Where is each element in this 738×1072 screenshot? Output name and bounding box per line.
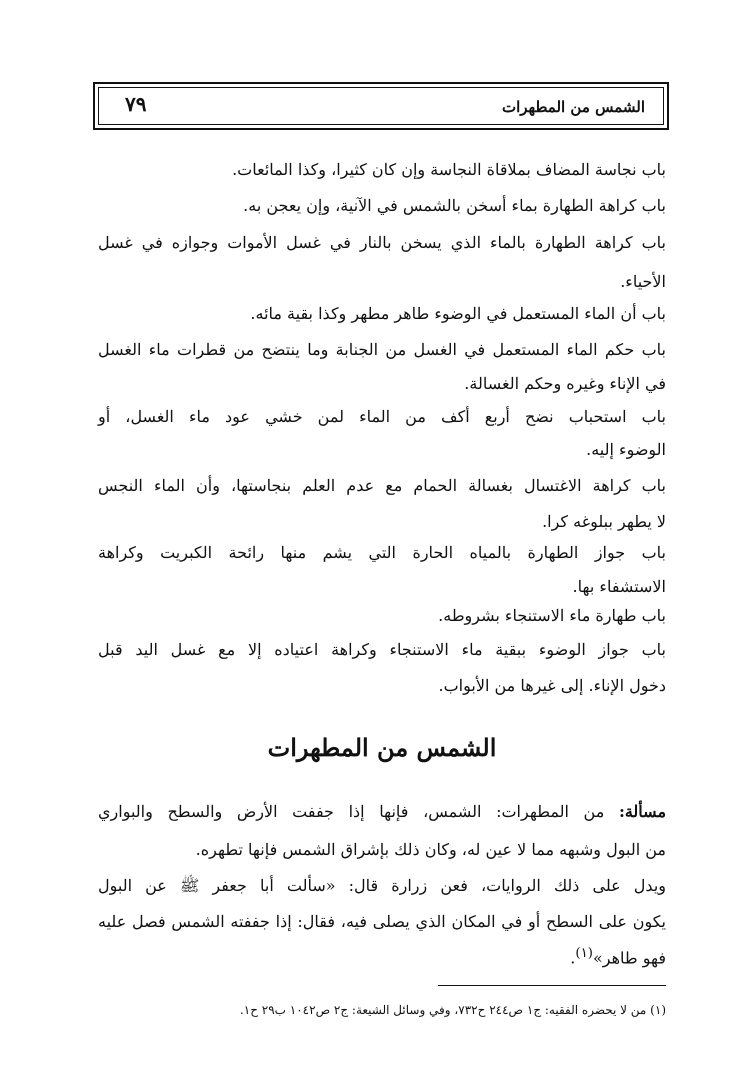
masala-label: مسألة: xyxy=(618,802,667,821)
chapter-line-9: باب طهارة ماء الاستنجاء بشروطه. xyxy=(438,606,666,625)
chapter-line-10-cont: دخول الإناء. إلى غيرها من الأبواب. xyxy=(438,676,666,695)
section-heading: الشمس من المطهرات xyxy=(267,733,497,762)
masala-line-2: من البول وشبهه مما لا عين له، وكان ذلك بإشراق الشمس فإنها تطهره. xyxy=(195,840,666,859)
masala-line-1 xyxy=(98,802,666,822)
footnote-divider xyxy=(438,985,666,986)
header-title: الشمس من المطهرات xyxy=(501,98,645,116)
footnote-reference: (١) xyxy=(575,946,593,961)
chapter-line-3-cont: الأحياء. xyxy=(620,272,666,291)
masala-line-5 xyxy=(98,944,666,968)
chapter-line-4: باب أن الماء المستعمل في الوضوء طاهر مطهر وكذا بقية مائه. xyxy=(250,304,666,323)
masala-text-1: من المطهرات: الشمس، فإنها إذا جففت الأرض والسطح والبواري xyxy=(98,802,605,821)
masala-line-3: ويدل على ذلك الروايات، فعن زرارة قال: «سألت أبا جعفر ﷺ عن البول xyxy=(98,876,666,895)
footnote: (١) من لا يحضره الفقيه: ج١ ص٢٤٤ ح٧٣٢، وفي وسائل الشيعة: ج٢ ص١٠٤٢ ب٢٩ ح١. xyxy=(239,1003,666,1017)
chapter-line-6: باب استحباب نضح أربع أكف من الماء لمن خشي عود ماء الغسل، أو xyxy=(98,407,666,426)
chapter-line-6-cont: الوضوء إليه. xyxy=(586,440,666,459)
chapter-line-8-cont: الاستشفاء بها. xyxy=(572,577,666,596)
quote-end-text: فهو طاهر» xyxy=(592,948,666,968)
chapter-line-5-cont: في الإناء وغيره وحكم الغسالة. xyxy=(464,374,666,393)
chapter-line-7-cont: لا يطهر ببلوغه كرا. xyxy=(542,512,666,531)
chapter-line-2: باب كراهة الطهارة بماء أسخن بالشمس في الآنية، وإن يعجن به. xyxy=(243,196,666,215)
sentence-end: . xyxy=(570,948,576,968)
chapter-line-3: باب كراهة الطهارة بالماء الذي يسخن بالنار في غسل الأموات وجوازه في غسل xyxy=(98,233,666,252)
chapter-line-5: باب حكم الماء المستعمل في الغسل من الجنابة وما ينتضح من قطرات ماء الغسل xyxy=(98,340,666,359)
page-number: ٧٩ xyxy=(125,92,147,116)
chapter-line-10: باب جواز الوضوء ببقية ماء الاستنجاء وكراهة اعتياده إلا مع غسل اليد قبل xyxy=(98,640,666,659)
masala-line-4: يكون على السطح أو في المكان الذي يصلى فيه، فقال: إذا جففته الشمس فصل عليه xyxy=(98,912,666,931)
chapter-line-7: باب كراهة الاغتسال بغسالة الحمام مع عدم العلم بنجاستها، وأن الماء النجس xyxy=(98,476,666,495)
chapter-line-1: باب نجاسة المضاف بملاقاة النجاسة وإن كان كثيرا، وكذا المائعات. xyxy=(232,160,666,179)
running-header xyxy=(93,82,669,130)
chapter-line-8: باب جواز الطهارة بالمياه الحارة التي يشم منها رائحة الكبريت وكراهة xyxy=(98,543,667,562)
